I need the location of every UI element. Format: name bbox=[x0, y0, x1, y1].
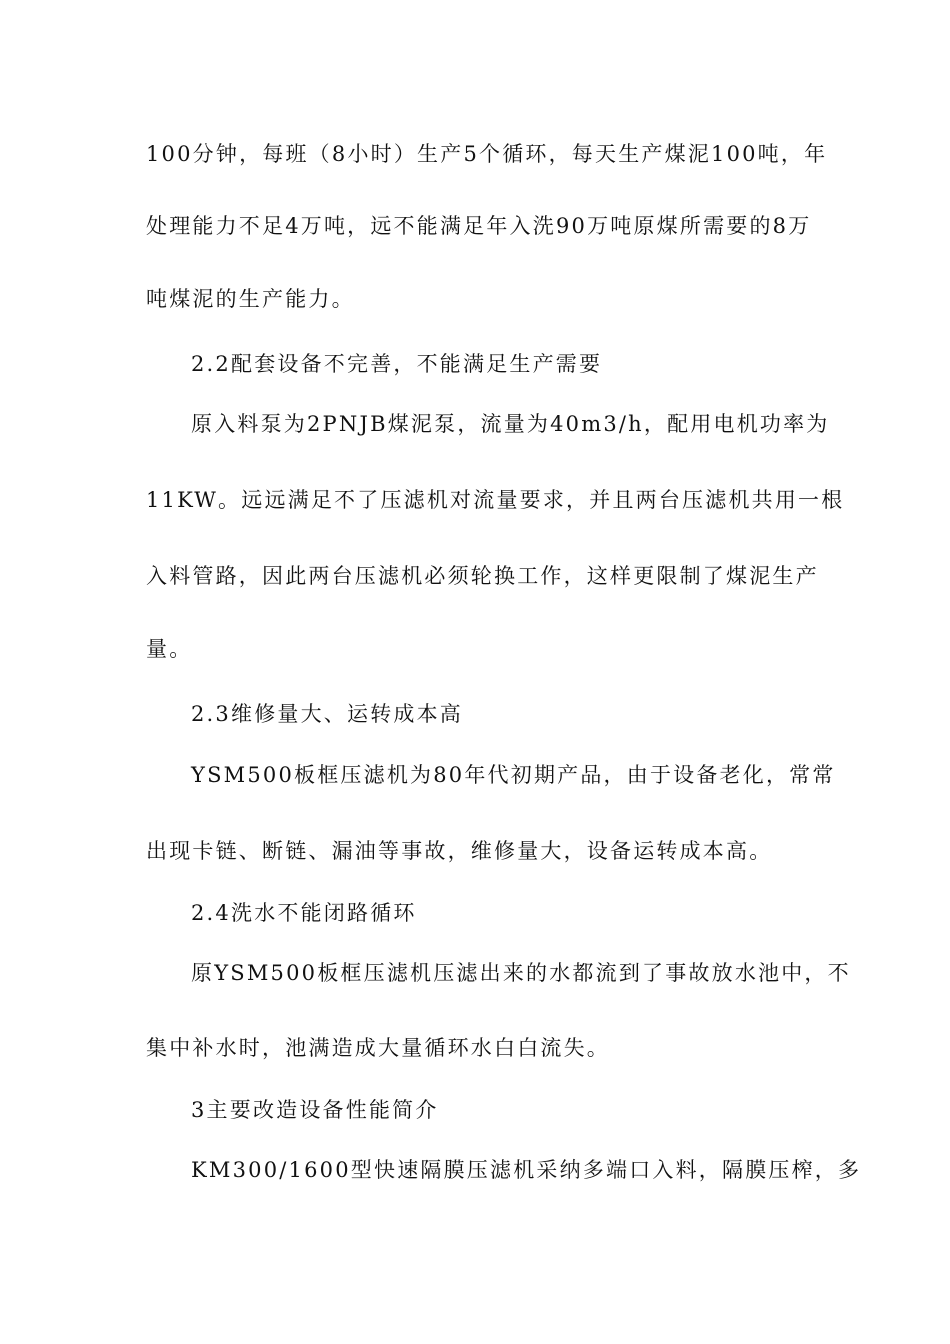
paragraph-line: 原入料泵为2PNJB煤泥泵，流量为40m3/h，配用电机功率为 bbox=[191, 412, 830, 436]
paragraph-line: 11KW。远远满足不了压滤机对流量要求，并且两台压滤机共用一根 bbox=[146, 488, 845, 512]
paragraph-line: 集中补水时，池满造成大量循环水白白流失。 bbox=[146, 1036, 610, 1060]
section-heading-2-3: 2.3维修量大、运转成本高 bbox=[191, 702, 463, 726]
paragraph-line: YSM500板框压滤机为80年代初期产品，由于设备老化，常常 bbox=[191, 763, 836, 787]
paragraph-line: 入料管路，因此两台压滤机必须轮换工作，这样更限制了煤泥生产 bbox=[146, 564, 819, 588]
section-heading-3: 3主要改造设备性能简介 bbox=[191, 1098, 439, 1122]
section-heading-2-4: 2.4洗水不能闭路循环 bbox=[191, 901, 417, 925]
paragraph-line: 原YSM500板框压滤机压滤出来的水都流到了事故放水池中，不 bbox=[191, 961, 851, 985]
paragraph-line: 量。 bbox=[146, 637, 193, 661]
paragraph-line: 吨煤泥的生产能力。 bbox=[146, 287, 355, 311]
section-heading-2-2: 2.2配套设备不完善，不能满足生产需要 bbox=[191, 352, 603, 376]
paragraph-line: 出现卡链、断链、漏油等事故，维修量大，设备运转成本高。 bbox=[146, 839, 773, 863]
paragraph-line: 100分钟，每班（8小时）生产5个循环，每天生产煤泥100吨，年 bbox=[146, 142, 828, 166]
paragraph-line: 处理能力不足4万吨，远不能满足年入洗90万吨原煤所需要的8万 bbox=[146, 214, 812, 238]
paragraph-line: KM300/1600型快速隔膜压滤机采纳多端口入料，隔膜压榨，多 bbox=[191, 1158, 862, 1182]
